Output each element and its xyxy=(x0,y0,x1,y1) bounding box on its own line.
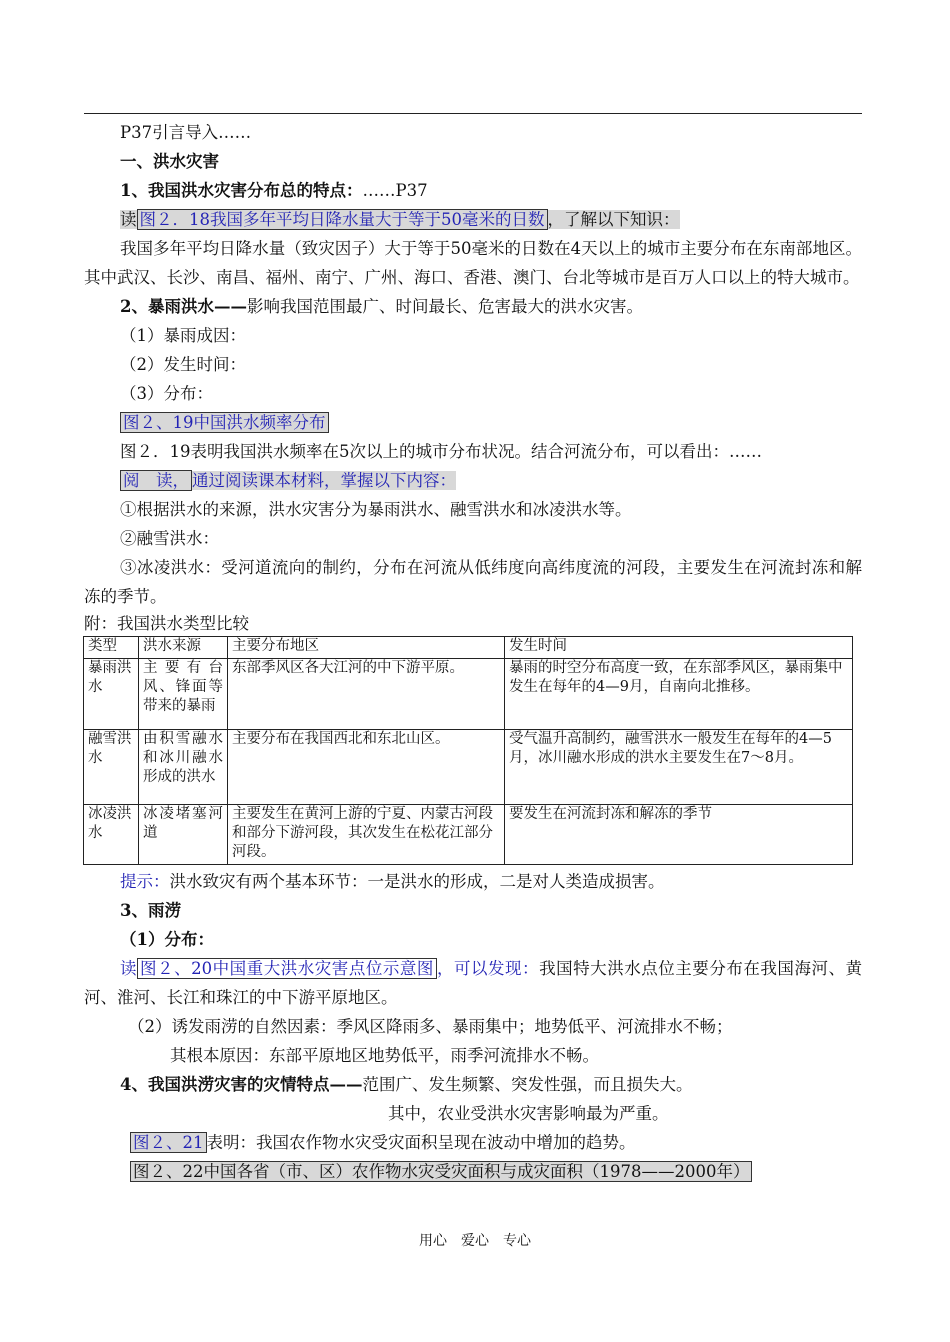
item3-sub1: （1）分布： xyxy=(120,930,214,949)
intro-line: P37引言导入…… xyxy=(120,123,252,142)
item2-title: 2、暴雨洪水—— xyxy=(120,297,247,316)
table-cell: 要发生在河流封冻和解冻的季节 xyxy=(505,805,853,865)
table-cell: 主要分布在我国西北和东北山区。 xyxy=(228,730,505,805)
table-row xyxy=(84,805,853,865)
tip-text: 洪水致灾有两个基本环节：一是洪水的形成，二是对人类造成损害。 xyxy=(169,872,665,891)
table-cell: 主要有台风、锋面等带来的暴雨 xyxy=(139,659,228,730)
fig19-link[interactable]: 图２、19中国洪水频率分布 xyxy=(120,412,329,433)
section-heading-floods: 一、洪水灾害 xyxy=(120,152,219,171)
read-fig20-paragraph xyxy=(84,954,862,1012)
fig21-line xyxy=(84,1128,862,1157)
fig22-line xyxy=(84,1157,862,1186)
sub-time: （2）发生时间： xyxy=(120,355,246,374)
table-cell: 融雪洪水 xyxy=(84,730,139,805)
fig21-link[interactable]: 图２、21 xyxy=(130,1132,207,1153)
page-footer: 用心 爱心 专心 xyxy=(419,1233,531,1249)
item3-sub2: （2）诱发雨涝的自然因素：季风区降雨多、暴雨集中；地势低平、河流排水不畅； xyxy=(128,1017,733,1036)
paragraph-fig19: 图２．19表明我国洪水频率在5次以上的城市分布状况。结合河流分布，可以看出：…… xyxy=(120,442,762,461)
header-rule xyxy=(84,113,862,114)
table-header-cell: 洪水来源 xyxy=(139,637,228,659)
item4-line xyxy=(84,1070,862,1099)
read-fig18-line xyxy=(84,205,862,234)
read20-mid: ，可以发现： xyxy=(436,959,540,978)
item2-desc: 影响我国范围最广、时间最长、危害最大的洪水灾害。 xyxy=(246,297,643,316)
table-cell: 冰凌堵塞河道 xyxy=(139,805,228,865)
table-row xyxy=(84,730,853,805)
table-header-row xyxy=(84,637,853,659)
read-prefix: 读 xyxy=(120,210,137,229)
table-cell: 由积雪融水和冰川融水形成的洪水 xyxy=(139,730,228,805)
item2-line xyxy=(84,292,862,321)
circ3-line: ③冰凌洪水：受河道流向的制约，分布在河流从低纬度向高纬度流的河段，主要发生在河流封冻和解冻的季节。 xyxy=(84,558,862,606)
table-cell: 冰凌洪水 xyxy=(84,805,139,865)
item1-ref: ……P37 xyxy=(362,181,428,200)
tip-label: 提示： xyxy=(120,872,170,891)
read20-prefix: 读 xyxy=(120,959,138,978)
item4-desc: 范围广、发生频繁、突发性强，而且损失大。 xyxy=(362,1075,693,1094)
item1-title: 1、我国洪水灾害分布总的特点： xyxy=(120,181,363,200)
item3-root-cause: 其根本原因：东部平原地区地势低平，雨季河流排水不畅。 xyxy=(170,1046,599,1065)
circ1-line: ①根据洪水的来源，洪水灾害分为暴雨洪水、融雪洪水和冰凌洪水等。 xyxy=(120,500,632,519)
table-header-cell: 发生时间 xyxy=(505,637,853,659)
item3-heading: 3、雨涝 xyxy=(120,901,181,920)
item1-line xyxy=(84,176,862,205)
item4-note: 其中，农业受洪水灾害影响最为严重。 xyxy=(388,1104,669,1123)
table-header-cell: 类型 xyxy=(84,637,139,659)
sub-cause: （1）暴雨成因： xyxy=(120,326,246,345)
flood-type-table xyxy=(83,636,853,865)
tip-line xyxy=(84,867,862,896)
table-cell: 东部季风区各大江河的中下游平原。 xyxy=(228,659,505,730)
fig19-line xyxy=(84,408,862,437)
read-suffix: ，了解以下知识： xyxy=(547,210,680,229)
document-body xyxy=(84,118,862,1186)
table-cell: 受气温升高制约，融雪洪水一般发生在每年的4—5月，冰川融水形成的洪水主要发生在7～8月。 xyxy=(505,730,853,805)
fig20-link[interactable]: 图２、20中国重大洪水灾害点位示意图 xyxy=(137,958,437,979)
appendix-title: 附：我国洪水类型比较 xyxy=(84,614,249,633)
item4-title: 4、我国洪涝灾害的灾情特点—— xyxy=(120,1075,363,1094)
reading-line xyxy=(84,466,862,495)
paragraph-rainfall-cities: 我国多年平均日降水量（致灾因子）大于等于50毫米的日数在4天以上的城市主要分布在东南部地区。其中武汉、长沙、南昌、福州、南宁、广州、海口、香港、澳门、台北等城市是百万人口以上的特大城市。 xyxy=(84,239,862,287)
table-header-cell: 主要分布地区 xyxy=(228,637,505,659)
fig21-text: 表明：我国农作物水灾受灾面积呈现在波动中增加的趋势。 xyxy=(206,1133,636,1152)
table-cell: 主要发生在黄河上游的宁夏、内蒙古河段和部分下游河段，其次发生在松花江部分河段。 xyxy=(228,805,505,865)
fig18-link[interactable]: 图２．18我国多年平均日降水量大于等于50毫米的日数 xyxy=(137,209,548,230)
read20-text: 我国特大洪水点位主要分布在我国海河、黄河、淮河、长江和珠江的中下游平原地区。 xyxy=(84,959,863,1007)
reading-link[interactable]: 阅 读， xyxy=(120,470,192,491)
table-row xyxy=(84,659,853,730)
circ2-line: ②融雪洪水： xyxy=(120,529,219,548)
reading-text: 通过阅读课本材料，掌握以下内容： xyxy=(192,471,456,490)
table-cell: 暴雨的时空分布高度一致，在东部季风区，暴雨集中发生在每年的4—9月，自南向北推移。 xyxy=(505,659,853,730)
sub-distribution: （3）分布： xyxy=(120,384,213,403)
table-cell: 暴雨洪水 xyxy=(84,659,139,730)
fig22-caption: 图２、22中国各省（市、区）农作物水灾受灾面积与成灾面积（1978——2000年） xyxy=(130,1161,752,1182)
